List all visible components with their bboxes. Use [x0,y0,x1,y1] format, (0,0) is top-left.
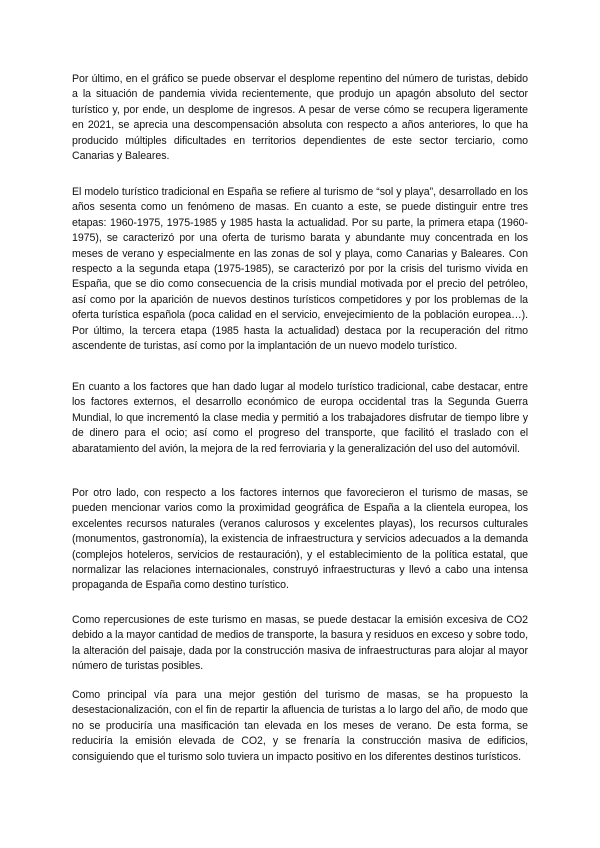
paragraph-repercussions: Como repercusiones de este turismo en masas, se puede destacar la emisión excesiva de CO2 debido a la mayor cantidad de medios de transporte, la basura y residuos en exceso y sobre todo, la alteración del paisaje, dada por la construcción masiva de infraestructuras para alojar al mayor número de turistas posibles. [72,614,528,673]
paragraph-management-proposal: Como principal vía para una mejor gestión del turismo de masas, se ha propuesto la desestacionalización, con el fin de repartir la afluencia de turistas a lo largo del año, de modo que no se produciría una masificación tan elevada en los meses de verano. De esta forma, se reduciría la emisión elevada de CO2, y se frenaría la construcción masiva de edificios, consiguiendo que el turismo solo tuviera un impacto positivo en los diferentes destinos turísticos. [72,689,528,763]
paragraph-external-factors: En cuanto a los factores que han dado lugar al modelo turístico tradicional, cabe destacar, entre los factores externos, el desarrollo económico de europa occidental tras la Segunda Guerra Mundial, lo que incrementó la clase media y permitió a los trabajadores disfrutar de tiempo libre y de dinero para el ocio; así como el progreso del transporte, que facilitó el traslado con el abaratamiento del avión, la mejora de la red ferroviaria y la generalización del uso del automóvil. [72,381,528,455]
paragraph-traditional-model: El modelo turístico tradicional en España se refiere al turismo de “sol y playa”, desarrollado en los años sesenta como un fenómeno de masas. En cuanto a este, se puede distinguir entre tres etapas: 1960-1975, 1975-1985 y 1985 hasta la actualidad. Por su parte, la primera etapa (1960-1975), se caracterizó por una oferta de turismo barata y abundante muy concentrada en los meses de verano y especialmente en las zonas de sol y playa, como Canarias y Baleares. Con respecto a la segunda etapa (1975-1985), se caracterizó por por la crisis del turismo vivida en España, que se dio como consecuencia de la crisis mundial motivada por el precio del petróleo, así como por la aparición de nuevos destinos turísticos competidores y por los problemas de la oferta turística española (poca calidad en el servicio, envejecimiento de la población europea…). Por último, la tercera etapa (1985 hasta la actualidad) destaca por la recuperación del ritmo ascendente de turistas, así como por la implantación de un nuevo modelo turístico. [72,186,528,353]
paragraph-internal-factors: Por otro lado, con respecto a los factores internos que favorecieron el turismo de masas, se pueden mencionar varios como la proximidad geográfica de España a la clientela europea, los excelentes recursos naturales (veranos calurosos y excelentes playas), los recursos culturales (monumentos, gastronomía), la existencia de infraestructura y servicios adecuados a la demanda (complejos hoteleros, servicios de restauración), y el establecimiento de la política estatal, que normalizar las relaciones internacionales, construyó infraestructuras y llevó a cabo una intensa propaganda de España como destino turístico. [72,487,528,592]
paragraph-pandemic-decline: Por último, en el gráfico se puede observar el desplome repentino del número de turistas, debido a la situación de pandemia vivida recientemente, que produjo un apagón absoluto del sector turístico y, por ende, un desplome de ingresos. A pesar de verse cómo se recupera ligeramente en 2021, se aprecia una descompensación absoluta con respecto a años anteriores, lo que ha producido múltiples dificultades en territorios dependientes de este sector terciario, como Canarias y Baleares. [72,73,528,163]
